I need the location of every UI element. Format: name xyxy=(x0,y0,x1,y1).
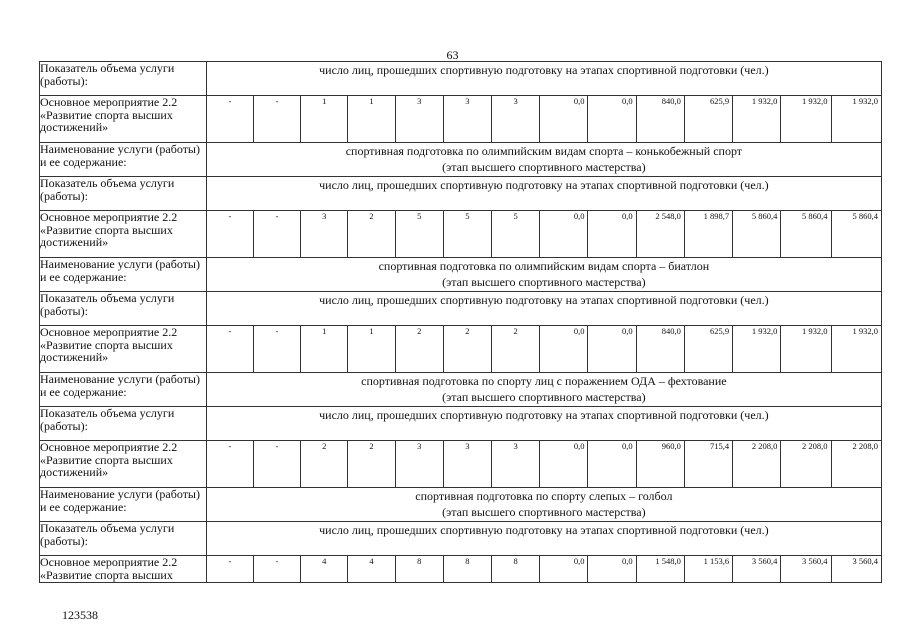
activity-row xyxy=(40,211,882,258)
value-cell: 2 xyxy=(492,326,540,373)
service-label: Наименование услуги (работы) и ее содержание: xyxy=(40,258,207,292)
value-cell: 3 xyxy=(395,96,443,143)
value-cell: 5 860,4 xyxy=(733,211,781,258)
activity-label: Основное мероприятие 2.2 «Развитие спорта высших достижений» xyxy=(40,96,207,143)
value-cell: 3 xyxy=(492,441,540,488)
value-cell: 0,0 xyxy=(540,211,588,258)
value-cell: 1 548,0 xyxy=(636,556,684,583)
value-cell: 0,0 xyxy=(588,96,636,143)
value-cell: - xyxy=(206,211,253,258)
value-cell: 4 xyxy=(301,556,348,583)
value-cell: 625,9 xyxy=(684,96,732,143)
indicator-label: Показатель объема услуги (работы): xyxy=(40,62,207,96)
value-cell: 1 932,0 xyxy=(781,326,831,373)
value-cell: 0,0 xyxy=(540,556,588,583)
value-cell: 1 932,0 xyxy=(733,326,781,373)
service-stage: (этап высшего спортивного мастерства) xyxy=(442,275,646,289)
indicator-text: число лиц, прошедших спортивную подготовку на этапах спортивной подготовки (чел.) xyxy=(206,522,881,556)
value-cell: 0,0 xyxy=(588,326,636,373)
activity-label: Основное мероприятие 2.2 «Развитие спорта высших достижений» xyxy=(40,326,207,373)
value-cell: 0,0 xyxy=(540,326,588,373)
indicator-label: Показатель объема услуги (работы): xyxy=(40,407,207,441)
value-cell: 2 208,0 xyxy=(781,441,831,488)
activity-row xyxy=(40,96,882,143)
value-cell: 1 xyxy=(348,326,395,373)
service-description xyxy=(206,488,881,522)
value-cell: 4 xyxy=(348,556,395,583)
indicator-label: Показатель объема услуги (работы): xyxy=(40,522,207,556)
value-cell: 960,0 xyxy=(636,441,684,488)
indicator-text: число лиц, прошедших спортивную подготовку на этапах спортивной подготовки (чел.) xyxy=(206,177,881,211)
service-description xyxy=(206,143,881,177)
value-cell: 1 932,0 xyxy=(831,326,881,373)
indicator-text: число лиц, прошедших спортивную подготовку на этапах спортивной подготовки (чел.) xyxy=(206,62,881,96)
value-cell: 2 xyxy=(301,441,348,488)
service-title: спортивная подготовка по спорту слепых – голбол xyxy=(415,489,673,503)
indicator-label: Показатель объема услуги (работы): xyxy=(40,292,207,326)
page-number: 63 xyxy=(446,48,459,62)
value-cell: 0,0 xyxy=(540,441,588,488)
value-cell: 3 xyxy=(443,96,491,143)
value-cell: 1 932,0 xyxy=(781,96,831,143)
value-cell: 3 560,4 xyxy=(781,556,831,583)
activity-label: Основное мероприятие 2.2 «Развитие спорта высших xyxy=(40,556,207,583)
activity-label: Основное мероприятие 2.2 «Развитие спорта высших достижений» xyxy=(40,441,207,488)
service-description xyxy=(206,373,881,407)
value-cell: - xyxy=(253,326,300,373)
value-cell: 3 560,4 xyxy=(733,556,781,583)
value-cell: - xyxy=(206,441,253,488)
service-row xyxy=(40,258,882,292)
value-cell: 1 xyxy=(348,96,395,143)
value-cell: 8 xyxy=(492,556,540,583)
service-description xyxy=(206,258,881,292)
value-cell: 5 xyxy=(492,211,540,258)
value-cell: 2 208,0 xyxy=(733,441,781,488)
value-cell: - xyxy=(253,211,300,258)
value-cell: 2 xyxy=(395,326,443,373)
value-cell: 3 xyxy=(301,211,348,258)
value-cell: 5 860,4 xyxy=(781,211,831,258)
value-cell: - xyxy=(206,326,253,373)
value-cell: 0,0 xyxy=(588,441,636,488)
value-cell: 3 560,4 xyxy=(831,556,881,583)
value-cell: 3 xyxy=(395,441,443,488)
service-title: спортивная подготовка по спорту лиц с поражением ОДА – фехтование xyxy=(361,374,727,388)
indicator-text: число лиц, прошедших спортивную подготовку на этапах спортивной подготовки (чел.) xyxy=(206,407,881,441)
indicator-row xyxy=(40,62,882,96)
indicator-row xyxy=(40,177,882,211)
value-cell: 5 xyxy=(443,211,491,258)
value-cell: 8 xyxy=(395,556,443,583)
value-cell: 5 xyxy=(395,211,443,258)
activity-row xyxy=(40,441,882,488)
value-cell: 1 xyxy=(301,326,348,373)
value-cell: - xyxy=(206,556,253,583)
value-cell: 8 xyxy=(443,556,491,583)
document-code: 123538 xyxy=(62,608,98,622)
service-label: Наименование услуги (работы) и ее содержание: xyxy=(40,373,207,407)
service-row xyxy=(40,373,882,407)
value-cell: 2 xyxy=(443,326,491,373)
activity-row xyxy=(40,326,882,373)
indicator-row xyxy=(40,522,882,556)
service-stage: (этап высшего спортивного мастерства) xyxy=(442,390,646,404)
value-cell: 1 932,0 xyxy=(733,96,781,143)
service-label: Наименование услуги (работы) и ее содержание: xyxy=(40,488,207,522)
program-table xyxy=(39,61,882,583)
value-cell: 840,0 xyxy=(636,96,684,143)
value-cell: 840,0 xyxy=(636,326,684,373)
value-cell: 2 208,0 xyxy=(831,441,881,488)
value-cell: 3 xyxy=(443,441,491,488)
indicator-label: Показатель объема услуги (работы): xyxy=(40,177,207,211)
value-cell: 0,0 xyxy=(588,211,636,258)
value-cell: 2 548,0 xyxy=(636,211,684,258)
value-cell: 1 898,7 xyxy=(684,211,732,258)
service-stage: (этап высшего спортивного мастерства) xyxy=(442,505,646,519)
value-cell: 1 xyxy=(301,96,348,143)
indicator-row xyxy=(40,407,882,441)
value-cell: 715,4 xyxy=(684,441,732,488)
service-row xyxy=(40,143,882,177)
service-title: спортивная подготовка по олимпийским видам спорта – конькобежный спорт xyxy=(345,144,743,158)
value-cell: 0,0 xyxy=(540,96,588,143)
value-cell: 1 153,6 xyxy=(684,556,732,583)
value-cell: - xyxy=(253,556,300,583)
service-title: спортивная подготовка по олимпийским видам спорта – биатлон xyxy=(378,259,710,273)
value-cell: 0,0 xyxy=(588,556,636,583)
service-stage: (этап высшего спортивного мастерства) xyxy=(442,160,646,174)
service-row xyxy=(40,488,882,522)
value-cell: 2 xyxy=(348,441,395,488)
value-cell: 2 xyxy=(348,211,395,258)
value-cell: 1 932,0 xyxy=(831,96,881,143)
value-cell: 625,9 xyxy=(684,326,732,373)
value-cell: - xyxy=(206,96,253,143)
value-cell: - xyxy=(253,441,300,488)
activity-label: Основное мероприятие 2.2 «Развитие спорта высших достижений» xyxy=(40,211,207,258)
value-cell: 5 860,4 xyxy=(831,211,881,258)
activity-row xyxy=(40,556,882,583)
value-cell: 3 xyxy=(492,96,540,143)
indicator-row xyxy=(40,292,882,326)
indicator-text: число лиц, прошедших спортивную подготовку на этапах спортивной подготовки (чел.) xyxy=(206,292,881,326)
value-cell: - xyxy=(253,96,300,143)
service-label: Наименование услуги (работы) и ее содержание: xyxy=(40,143,207,177)
